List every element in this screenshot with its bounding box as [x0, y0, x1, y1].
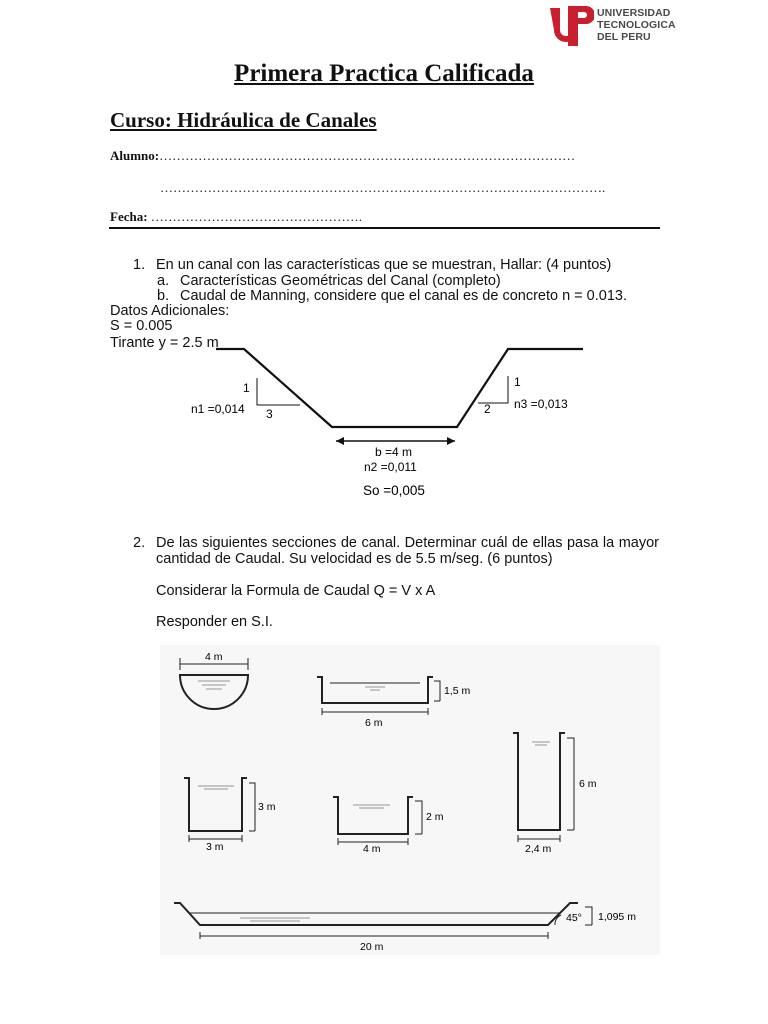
course-title: Curso: Hidráulica de Canales: [110, 108, 377, 132]
right-horizontal-label: 2: [484, 402, 491, 416]
q2-formula: Considerar la Formula de Caudal Q = V x A: [156, 583, 436, 599]
university-logo: [546, 4, 676, 48]
tall-rect-height-label: 6 m: [579, 778, 597, 790]
fecha-label: Fecha:: [110, 209, 148, 224]
left-vertical-label: 1: [243, 381, 250, 395]
slope-value: S = 0.005: [110, 318, 173, 334]
fecha-line: [110, 209, 362, 225]
alumno-label: Alumno:: [110, 148, 160, 163]
canal-sections-figure: [160, 645, 660, 955]
square-width-label: 3 m: [206, 841, 224, 853]
q1-a-text: Características Geométricas del Canal (completo): [180, 273, 501, 289]
logo-line-3: DEL PERU: [597, 31, 651, 43]
q1-text: En un canal con las características que se muestran, Hallar: (4 puntos): [156, 257, 612, 273]
utp-logo-icon: [546, 4, 594, 48]
left-horizontal-label: 3: [266, 407, 273, 421]
so-label: So =0,005: [363, 483, 425, 498]
q1-b-letter: b.: [157, 288, 170, 304]
fecha-dots: ………………………………………….: [150, 209, 363, 224]
trapezoid-height-label: 1,095 m: [598, 911, 636, 923]
logo-line-2: TECNOLOGICA: [597, 19, 676, 31]
header-divider: [109, 227, 660, 229]
alumno-dots: ……………………………………………………………………………………: [159, 148, 576, 163]
q2-si: Responder en S.I.: [156, 614, 273, 630]
tall-rect-width-label: 2,4 m: [525, 843, 552, 855]
n2-label: n2 =0,011: [364, 460, 417, 474]
q1-a-letter: a.: [157, 273, 170, 289]
mid-rect-height-label: 2 m: [426, 811, 444, 823]
right-vertical-label: 1: [514, 375, 521, 389]
n3-label: n3 =0,013: [514, 397, 568, 411]
square-height-label: 3 m: [258, 801, 276, 813]
canal-diagram: [0, 330, 768, 530]
mid-rect-width-label: 4 m: [363, 843, 381, 855]
q2-text-line2: cantidad de Caudal. Su velocidad es de 5.5 m/seg. (6 puntos): [156, 551, 553, 567]
q1-number: 1.: [133, 257, 146, 273]
wide-rect-width-label: 6 m: [365, 717, 383, 729]
datos-adicionales: Datos Adicionales:: [110, 303, 230, 319]
semicircle-width-label: 4 m: [205, 651, 223, 663]
trapezoid-width-label: 20 m: [360, 941, 384, 953]
q1-b-text: Caudal de Manning, considere que el canal es de concreto n = 0.013.: [180, 288, 627, 304]
n1-label: n1 =0,014: [191, 402, 245, 416]
q2-number: 2.: [133, 535, 146, 551]
tirante-value: Tirante y = 2.5 m: [110, 335, 219, 351]
wide-rect-height-label: 1,5 m: [444, 685, 471, 697]
page-title: Primera Practica Calificada: [234, 60, 534, 87]
trapezoid-angle-label: 45°: [566, 912, 582, 924]
q2-text-line1: De las siguientes secciones de canal. Determinar cuál de ellas pasa la mayor: [156, 535, 659, 551]
alumno-line: [110, 148, 575, 164]
base-width-label: b =4 m: [375, 445, 413, 459]
logo-line-1: UNIVERSIDAD: [597, 7, 671, 19]
alumno-dots-second: ………………………………………………………………………………………….: [160, 180, 606, 195]
